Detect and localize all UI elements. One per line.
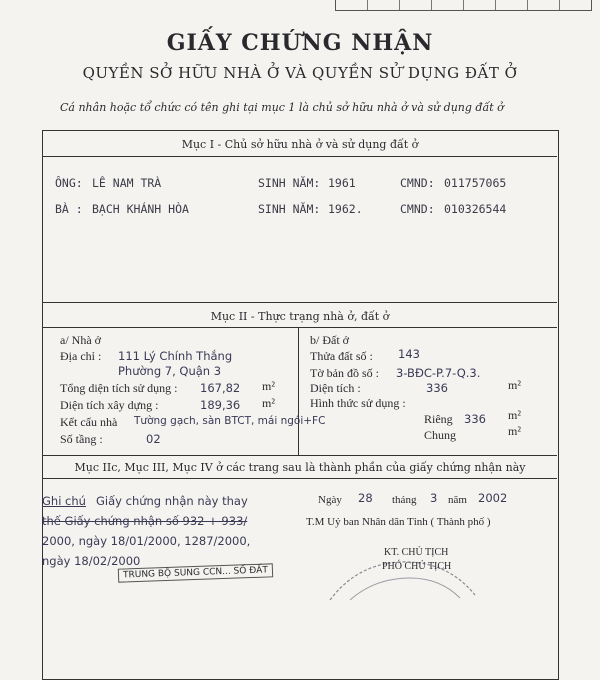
map-value: 3-BĐC-P.7-Q.3. [396, 366, 481, 380]
built-area-label: Diện tích xây dựng : [60, 398, 159, 412]
address-line1: 111 Lý Chính Thắng [118, 349, 233, 363]
owner2-name: BẠCH KHÁNH HÒA [92, 202, 189, 216]
section2-heading: Mục II - Thực trạng nhà ở, đất ở [210, 310, 390, 323]
divider [42, 156, 557, 157]
stamp-box: TRUNG BỘ SUNG CCN... SỐ ĐẤT [118, 563, 273, 582]
owner2-birth: 1962. [328, 202, 363, 216]
owner2-id-label: CMND: [400, 202, 435, 216]
ghi-chu-line3: 2000, ngày 18/01/2000, 1287/2000, [42, 534, 251, 548]
date-nam-label: năm [448, 494, 467, 506]
land-area-unit: m² [508, 378, 521, 392]
owner2-id: 010326544 [444, 202, 507, 216]
floors-label: Số tầng : [60, 432, 103, 446]
date-month: 3 [430, 491, 438, 505]
private-unit: m² [508, 408, 521, 422]
date-year: 2002 [478, 491, 508, 505]
land-label: b/ Đất ở [310, 333, 350, 347]
floors-value: 02 [146, 432, 161, 446]
ghi-chu-line1: Giấy chứng nhận này thay [96, 494, 248, 508]
shared-unit: m² [508, 424, 521, 438]
ghi-chu-line2: thế Giấy chứng nhận số 932 + 933/ [42, 514, 248, 528]
built-area-unit: m² [262, 396, 275, 410]
usage-label: Hình thức sử dụng : [310, 396, 406, 410]
structure-value: Tường gạch, sàn BTCT, mái ngói+FC [134, 415, 326, 427]
authority-line: T.M Uỷ ban Nhân dân Tỉnh ( Thành phố ) [306, 516, 491, 528]
address-line2: Phường 7, Quận 3 [118, 364, 222, 378]
ghi-chu-line4: ngày 18/02/2000 [42, 554, 141, 568]
date-ngay-label: Ngày [318, 494, 342, 506]
plot-label: Thửa đất số : [310, 349, 373, 363]
owner2-birth-label: SINH NĂM: [258, 202, 321, 216]
owner-note: Cá nhân hoặc tổ chức có tên ghi tại mục 1 là chủ sở hữu nhà ở và sử dụng đất ở [60, 101, 504, 114]
owner1-id: 011757065 [444, 176, 507, 190]
divider [42, 478, 557, 479]
house-label: a/ Nhà ở [60, 333, 101, 347]
column-divider [298, 327, 299, 455]
signature-title2: PHÓ CHỦ TỊCH [382, 561, 452, 572]
date-day: 28 [358, 491, 373, 505]
owner1-prefix: ÔNG: [55, 176, 83, 190]
document-subtitle: QUYỀN SỞ HỮU NHÀ Ở VÀ QUYỀN SỬ DỤNG ĐẤT Ở [82, 64, 518, 82]
shared-label: Chung [424, 428, 457, 442]
private-label: Riêng [424, 412, 453, 426]
built-area-value: 189,36 [200, 398, 241, 412]
land-area-label: Diện tích : [310, 381, 361, 395]
total-area-label: Tổng diện tích sử dụng : [60, 381, 178, 395]
ghi-chu-label: Ghi chú [42, 494, 86, 508]
section1-heading: Mục I - Chủ sở hữu nhà ở và sử dụng đất ở [181, 138, 419, 151]
owner2-prefix: BÀ : [55, 202, 83, 216]
owner1-birth-label: SINH NĂM: [258, 176, 321, 190]
footer-note: Mục IIc, Mục III, Mục IV ở các trang sau là thành phần của giấy chứng nhận này [74, 461, 526, 474]
owner1-birth: 1961 [328, 176, 356, 190]
address-label: Địa chỉ : [60, 349, 102, 363]
private-value: 336 [464, 412, 486, 426]
land-area-value: 336 [426, 381, 448, 395]
structure-label: Kết cấu nhà [60, 415, 118, 429]
plot-value: 143 [398, 347, 420, 361]
map-label: Tờ bản đồ số : [310, 366, 380, 380]
owner1-id-label: CMND: [400, 176, 435, 190]
document-title: GIẤY CHỨNG NHẬN [166, 30, 434, 56]
divider [42, 455, 557, 456]
divider [42, 327, 557, 328]
divider [42, 302, 557, 303]
total-area-value: 167,82 [200, 381, 241, 395]
date-thang-label: tháng [392, 494, 417, 506]
signature-title1: KT. CHỦ TỊCH [384, 547, 449, 558]
total-area-unit: m² [262, 379, 275, 393]
owner1-name: LÊ NAM TRÀ [92, 176, 162, 190]
top-number-boxes [335, 0, 592, 11]
